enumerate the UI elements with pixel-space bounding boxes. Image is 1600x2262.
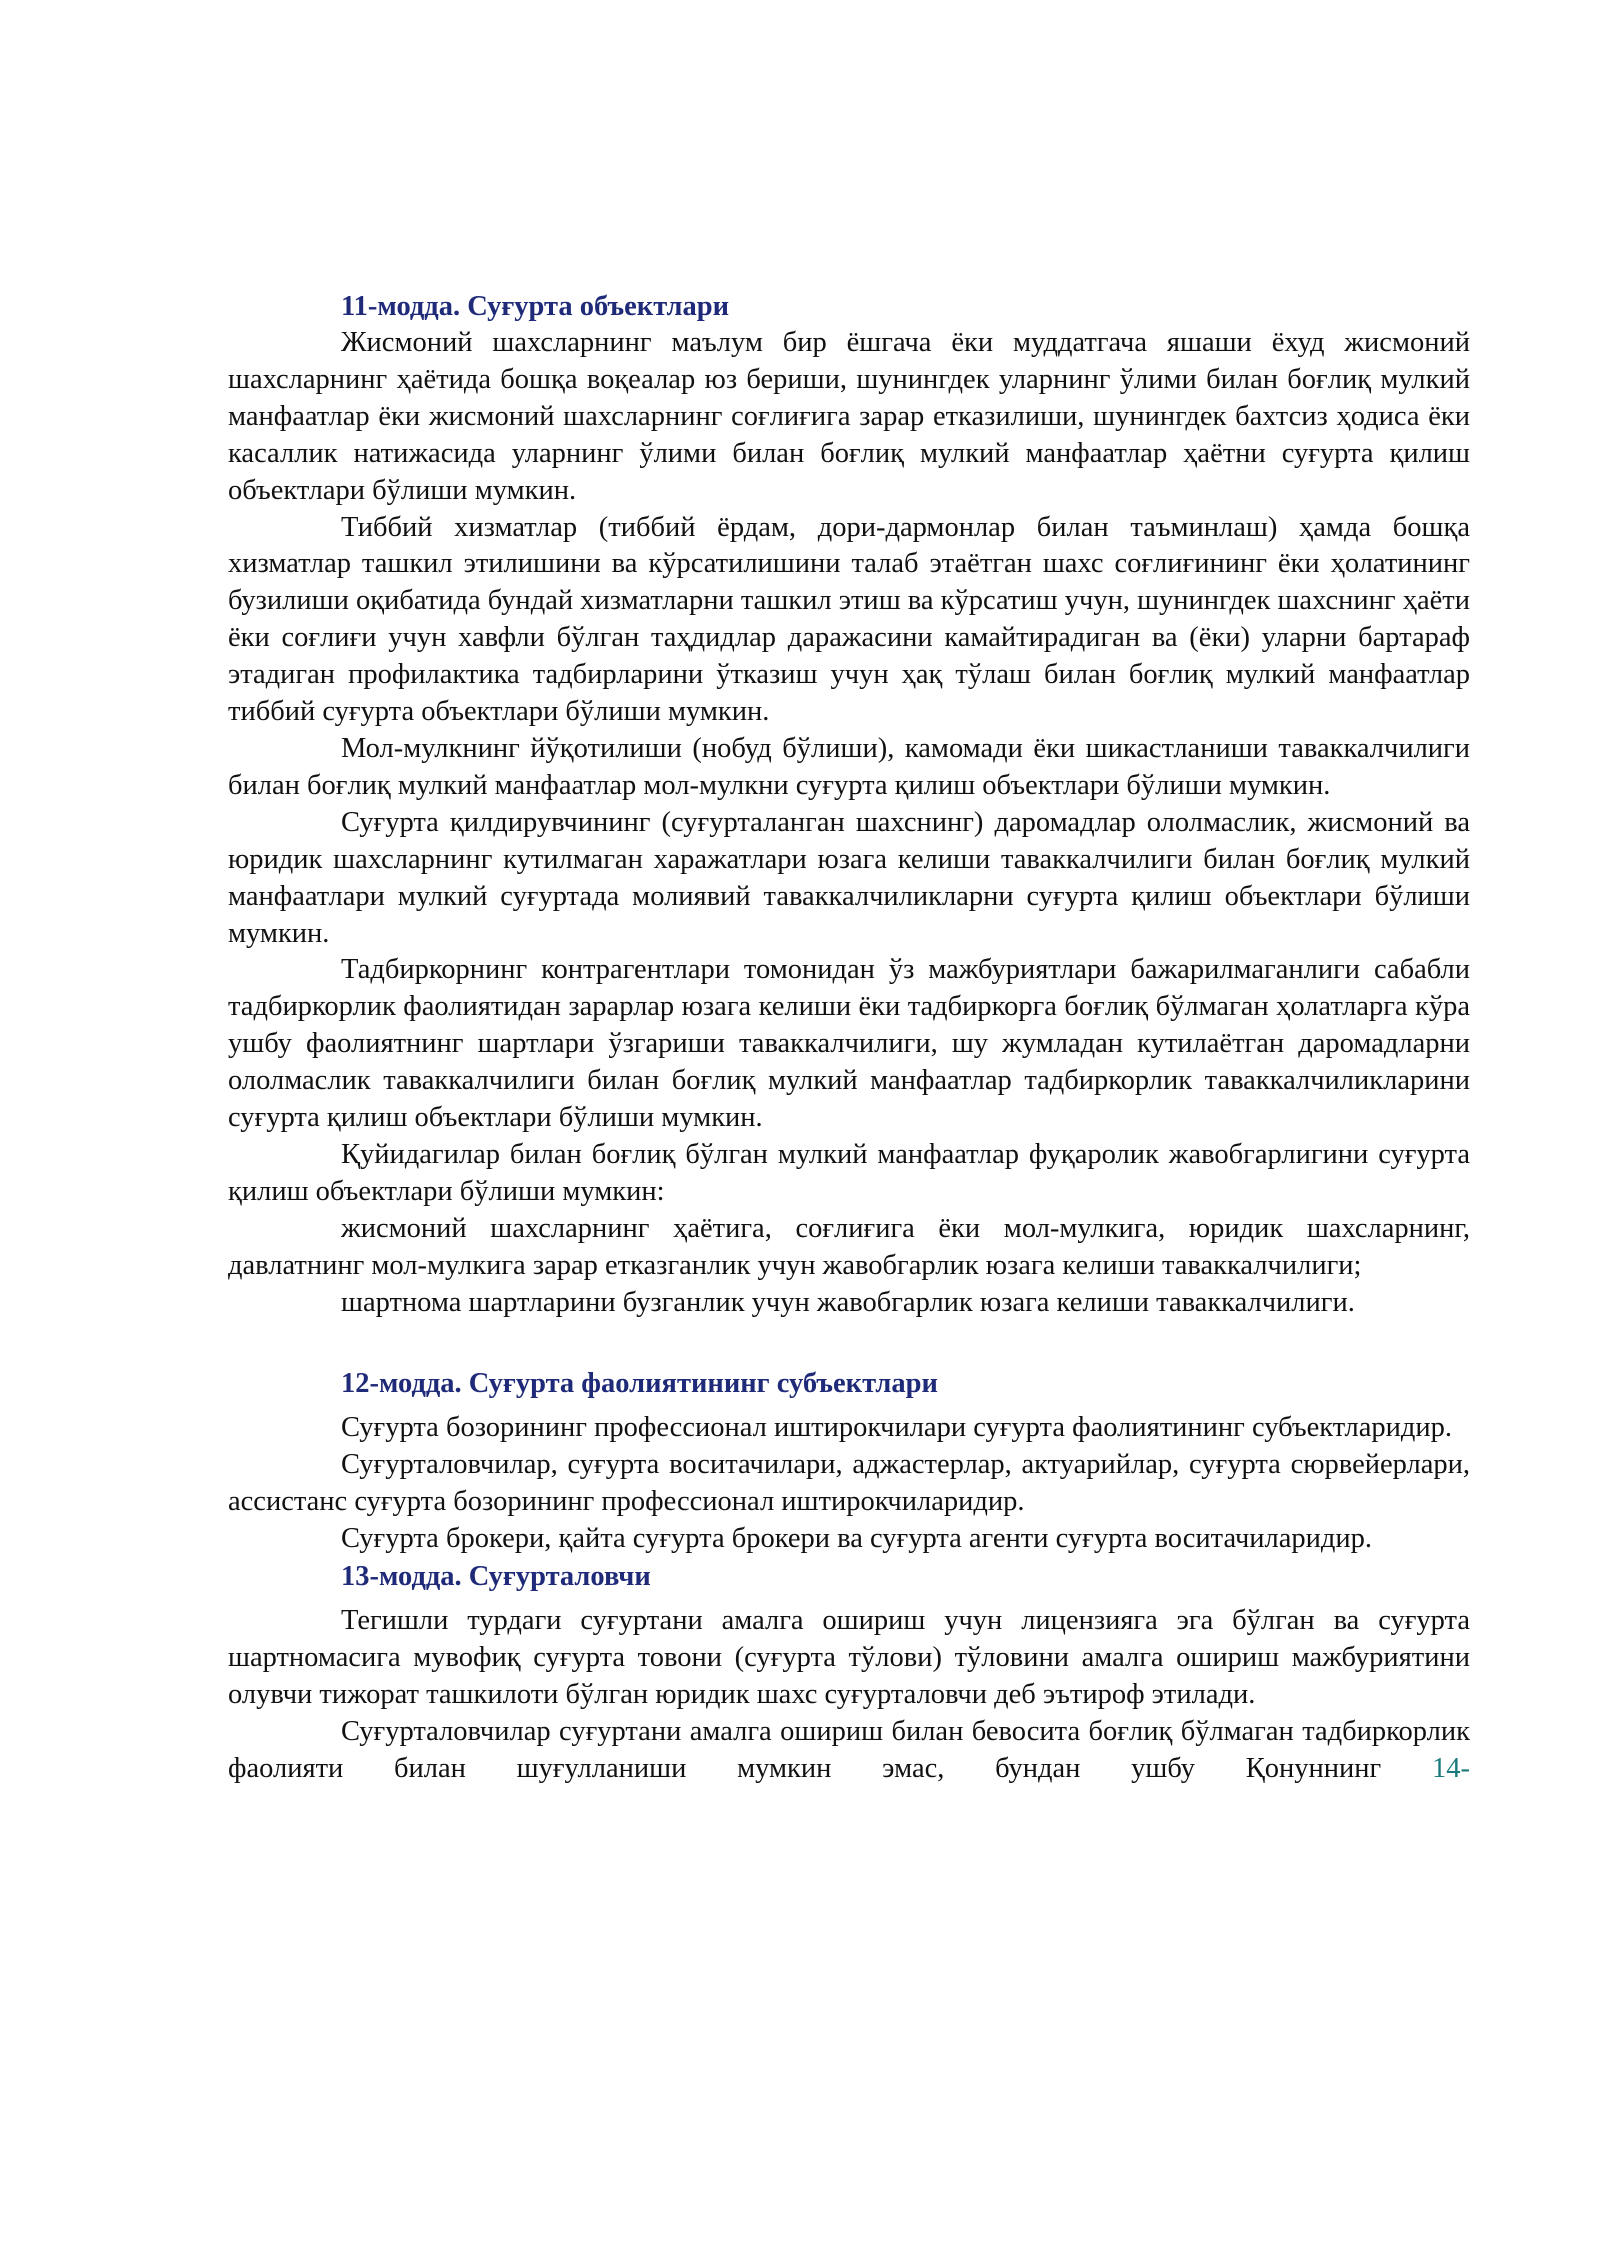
- section-spacer: [228, 1321, 1470, 1365]
- article-11-paragraph: Тадбиркорнинг контрагентлари томонидан ўз мажбуриятлари бажарилмаганлиги сабабли тадбиркорлик фаолиятидан зарарлар юзага келиши ёки тадбиркорга боғлиқ бўлмаган ҳолатларга кўра ушбу фаолиятнинг шартлари ўзгариши таваккалчилиги, шу жумладан кутилаётган даромадларни ололмаслик таваккалчилиги билан боғлиқ мулкий манфаатлар тадбиркорлик таваккалчиликларини суғурта қилиш объектлари бўлиши мумкин.: [228, 954, 1470, 1134]
- article-11-heading: 11-модда. Суғурта объектлари: [341, 291, 730, 322]
- article-11-paragraph: Мол-мулкнинг йўқотилиши (нобуд бўлиши), камомади ёки шикастланиши таваккалчилиги билан боғлиқ мулкий манфаатлар мол-мулкни суғурта қилиш объектлари бўлиши мумкин.: [228, 732, 1470, 801]
- article-12-paragraph: Суғурта бозорининг профессионал иштирокчилари суғурта фаолиятининг субъектларидир.: [341, 1412, 1453, 1444]
- heading-spacer: [228, 1402, 1470, 1410]
- article-11-list-item: жисмоний шахсларнинг ҳаётига, соғлиғига ёки мол-мулкига, юридик шахсларнинг, давлатнинг мол-мулкига зарар етказганлик учун жавобгарлик юзага келиши таваккалчилиги;: [228, 1212, 1470, 1281]
- document-page: [228, 288, 1470, 1788]
- article-11-paragraph: Суғурта қилдирувчининг (суғурталанган шахснинг) даромадлар ололмаслик, жисмоний ва юридик шахсларнинг кутилмаган харажатлари юзага келиши таваккалчилиги билан боғлиқ мулкий манфаатлари мулкий суғуртада молиявий таваккалчиликларни суғурта қилиш объектлари бўлиши мумкин.: [228, 806, 1470, 949]
- article-11-paragraph: Қуйидагилар билан боғлиқ бўлган мулкий манфаатлар фуқаролик жавобгарлигини суғурта қилиш объектлари бўлиши мумкин:: [228, 1138, 1470, 1207]
- article-13-paragraph: [228, 1714, 1470, 1788]
- article-11-paragraph: Жисмоний шахсларнинг маълум бир ёшгача ёки муддатгача яшаши ёхуд жисмоний шахсларнинг ҳаётида бошқа воқеалар юз бериши, шунингдек уларнинг ўлими билан боғлиқ мулкий манфаатлар ёки жисмоний шахсларнинг соғлиғига зарар етказилиши, шунингдек бахтсиз ҳодиса ёки касаллик натижасида уларнинг ўлими билан боғлиқ мулкий манфаатлар ҳаётни суғурта қилиш объектлари бўлиши мумкин.: [228, 327, 1470, 506]
- article-11-list-item: шартнома шартларини бузганлик учун жавобгарлик юзага келиши таваккалчилиги.: [341, 1286, 1355, 1318]
- article-11-paragraph: Тиббий хизматлар (тиббий ёрдам, дори-дармонлар билан таъминлаш) ҳамда бошқа хизматлар ташкил этилишини ва кўрсатилишини талаб этаётган шахс соғлиғининг ёки ҳолатининг бузилиши оқибатида бундай хизматларни ташкил этиш ва кўрсатиш учун, шунингдек шахснинг ҳаёти ёки соғлиғи учун хавфли бўлган таҳдидлар даражасини камайтирадиган ва (ёки) уларни бартараф этадиган профилактика тадбирларини ўтказиш учун ҳақ тўлаш билан боғлиқ мулкий манфаатлар тиббий суғурта объектлари бўлиши мумкин.: [228, 511, 1470, 728]
- article-12-paragraph: Суғурта брокери, қайта суғурта брокери ва суғурта агенти суғурта воситачиларидир.: [341, 1523, 1373, 1555]
- law-article-link[interactable]: 14-: [1432, 1752, 1470, 1784]
- article-12-heading: 12-модда. Суғурта фаолиятининг субъектлари: [341, 1368, 938, 1400]
- article-13-paragraph: Тегишли турдаги суғуртани амалга ошириш учун лицензияга эга бўлган ва суғурта шартномасига мувофиқ суғурта товони (суғурта тўлови) тўловини амалга ошириш мажбуриятини олувчи тижорат ташкилоти бўлган юридик шахс суғурталовчи деб эътироф этилади.: [228, 1605, 1470, 1710]
- article-13-heading: 13-модда. Суғурталовчи: [341, 1561, 651, 1593]
- article-12-paragraph: Суғурталовчилар, суғурта воситачилари, аджастерлар, актуарийлар, суғурта сюрвейерлари, ассистанс суғурта бозорининг профессионал иштирокчиларидир.: [228, 1449, 1470, 1518]
- article-13-last-text: Суғурталовчилар суғуртани амалга ошириш билан бевосита боғлиқ бўлмаган тадбиркорлик фаолияти билан шуғулланиши мумкин эмас, бундан ушбу Қонуннинг: [228, 1715, 1470, 1784]
- heading-spacer: [228, 1595, 1470, 1603]
